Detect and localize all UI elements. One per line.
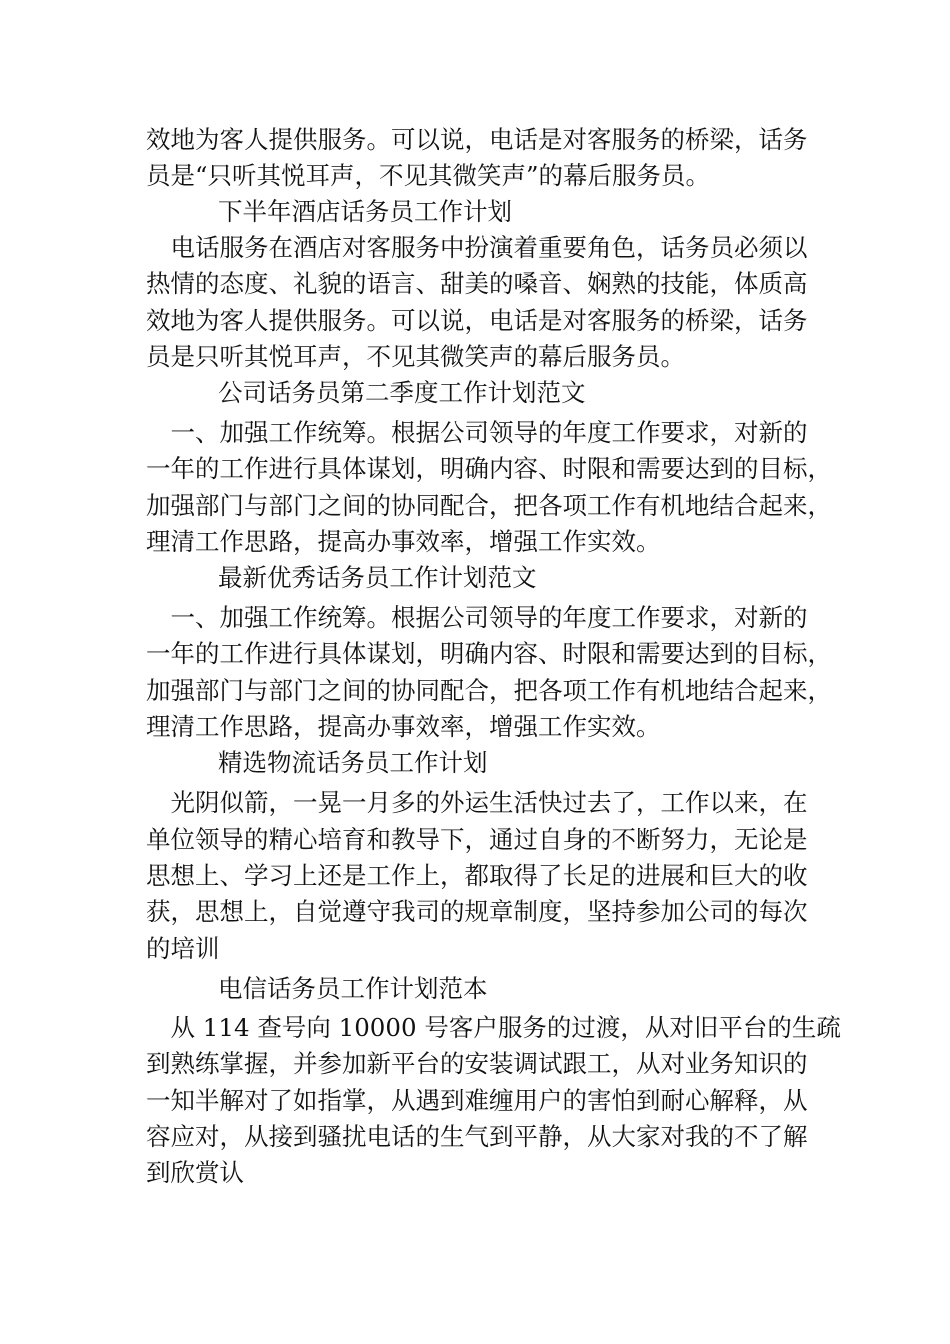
body-line: 员是只听其悦耳声，不见其微笑声的幕后服务员。 — [146, 342, 685, 371]
body-line: 加强部门与部门之间的协同配合，把各项工作有机地结合起来， — [146, 491, 832, 520]
section-heading: 公司话务员第二季度工作计划范文 — [218, 378, 586, 407]
section-heading: 电信话务员工作计划范本 — [218, 974, 488, 1003]
section-heading: 最新优秀话务员工作计划范文 — [218, 563, 537, 592]
body-line: 热情的态度、礼貌的语言、甜美的嗓音、娴熟的技能，体质高 — [146, 269, 808, 298]
body-line: 电话服务在酒店对客服务中扮演着重要角色，话务员必须以 — [146, 233, 808, 262]
body-line: 理清工作思路，提高办事效率，增强工作实效。 — [146, 527, 661, 556]
section-heading: 精选物流话务员工作计划 — [218, 748, 488, 777]
body-line: 思想上、学习上还是工作上，都取得了长足的进展和巨大的收 — [146, 861, 808, 890]
section-heading: 下半年酒店话务员工作计划 — [218, 197, 512, 226]
body-line: 一、加强工作统筹。根据公司领导的年度工作要求，对新的 — [146, 418, 808, 447]
body-line: 一年的工作进行具体谋划，明确内容、时限和需要达到的目标， — [146, 454, 832, 483]
body-line: 到熟练掌握，并参加新平台的安装调试跟工，从对业务知识的 — [146, 1049, 808, 1078]
body-line: 一年的工作进行具体谋划，明确内容、时限和需要达到的目标， — [146, 639, 832, 668]
body-line: 效地为客人提供服务。可以说，电话是对客服务的桥梁，话务 — [146, 306, 808, 335]
body-line: 加强部门与部门之间的协同配合，把各项工作有机地结合起来， — [146, 676, 832, 705]
body-line: 一、加强工作统筹。根据公司领导的年度工作要求，对新的 — [146, 603, 808, 632]
body-line: 一知半解对了如指掌，从遇到难缠用户的害怕到耐心解释，从 — [146, 1086, 808, 1115]
body-line: 容应对，从接到骚扰电话的生气到平静，从大家对我的不了解 — [146, 1122, 808, 1151]
body-line: 理清工作思路，提高办事效率，增强工作实效。 — [146, 712, 661, 741]
body-line: 光阴似箭，一晃一月多的外运生活快过去了，工作以来，在 — [146, 788, 808, 817]
body-line: 效地为客人提供服务。可以说，电话是对客服务的桥梁，话务 — [146, 125, 808, 154]
body-line: 到欣赏认 — [146, 1158, 244, 1187]
body-line: 的培训 — [146, 934, 220, 963]
body-line: 员是“只听其悦耳声，不见其微笑声”的幕后服务员。 — [146, 161, 711, 190]
body-line: 从 114 查号向 10000 号客户服务的过渡，从对旧平台的生疏 — [146, 1013, 841, 1042]
body-line: 单位领导的精心培育和教导下，通过自身的不断努力，无论是 — [146, 825, 808, 854]
body-line: 获，思想上，自觉遵守我司的规章制度，坚持参加公司的每次 — [146, 897, 808, 926]
